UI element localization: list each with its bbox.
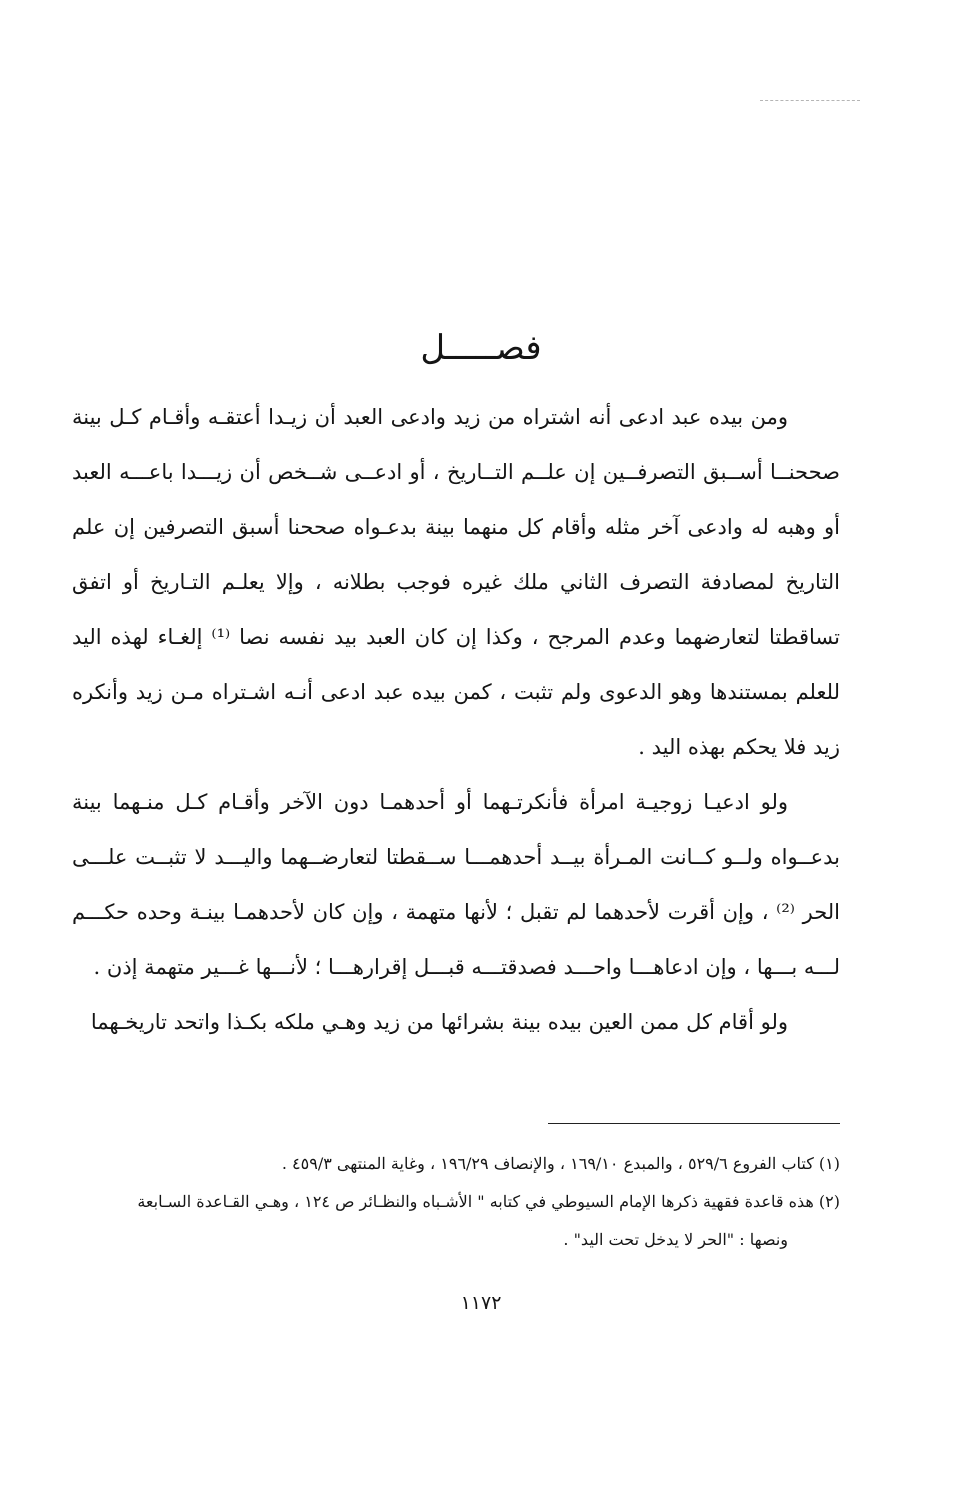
footnote-line: ونصها : "الحر لا يدخل تحت اليد" . [563,1230,788,1249]
body-text [72,390,840,1050]
section-title: فصـــــل [420,327,542,368]
page-number: ١١٧٢ [460,1292,502,1314]
footnote-2 [72,1183,840,1221]
text-line: العبد أو وهبه له وادعى آخر مثله وأقام كل منهما بينة بدعـواه صححنا أسبق التصرفين [72,460,840,539]
text-line: لهذه اليد للعلم بمستندها وهو الدعوى ولم تثبت ، كمن بيده عبد ادعى أنـه اشـتراه مـن [72,625,840,704]
text-line: أو اتفق تساقطتا لتعارضهما وعدم المرجح ، وكذا إن كان العبد بيد نفسه نصا ⁽¹⁾ إلغـاء [72,570,841,649]
corner-dashed-mark [760,100,860,101]
text-line: بدعــواه ولــو كــانت المـرأة بيــد أحدهمـــا ســقطتا لتعارضــهما واليـــد لا تثبــت علـــى [72,845,841,869]
text-line: ومن بيده عبد ادعى أنه اشتراه من زيد وادعى العبد أن زيـدا أعتقـه وأقـام كـل بينة [72,405,788,429]
text-line: حكـــم لـــه بـــها ، وإن ادعاهـــا واحـــد فصدقتـــه قبـــل إقرارهـــا ؛ لأنـــها غـــير [72,900,840,979]
text-line: ولو ادعيـا زوجيـة امرأة فأنكرتـهما أو أحدهمـا دون الآخر وأقـام كـل منـهما بينة [72,790,788,814]
footnotes [72,1145,840,1259]
footnote-line: (١) كتاب الفروع ٥٢٩/٦ ، والمبدع ١٦٩/١٠ ، والإنصاف ١٩٦/٢٩ ، وغاية المنتهى ٤٥٩/٣ . [281,1154,840,1173]
paragraph-3 [72,995,840,1050]
text-line: صححنــا أســبق التصرفــين إن علــم التــاريخ ، أو ادعــى شــخص أن زيـــدا باعـــه [119,460,840,484]
footnote-separator [548,1123,840,1124]
paragraph-1 [72,390,840,775]
text-line: زيد وأنكره زيد فلا يحكم بهذه اليد . [72,680,840,759]
paragraph-2 [72,775,840,995]
text-line: ولو أقام كل ممن العين بيده بينة بشرائها من زيد وهـي ملكه بكـذا واتحد تاريخـهما [90,1010,788,1034]
text-line: متهمة إذن . [93,955,195,979]
footnote-line: (٢) هذه قاعدة فقهية ذكرها الإمام السيوطي في كتابه " الأشـباه والنظـائر ص ١٢٤ ، وهـي القـاعدة السـابعة [137,1192,840,1211]
text-line: الحر ⁽²⁾ ، وإن أقرت لأحدهما لم تقبل ؛ لأنها متهمة ، وإن كان لأحدهمـا بينـة وحده [136,900,840,924]
text-line: إن علم التاريخ لمصادفة التصرف الثاني ملك غيره فوجب بطلانه ، وإلا يعلـم التـاريخ [72,515,840,594]
footnote-1 [72,1145,840,1183]
footnote-2-continuation [72,1221,840,1259]
